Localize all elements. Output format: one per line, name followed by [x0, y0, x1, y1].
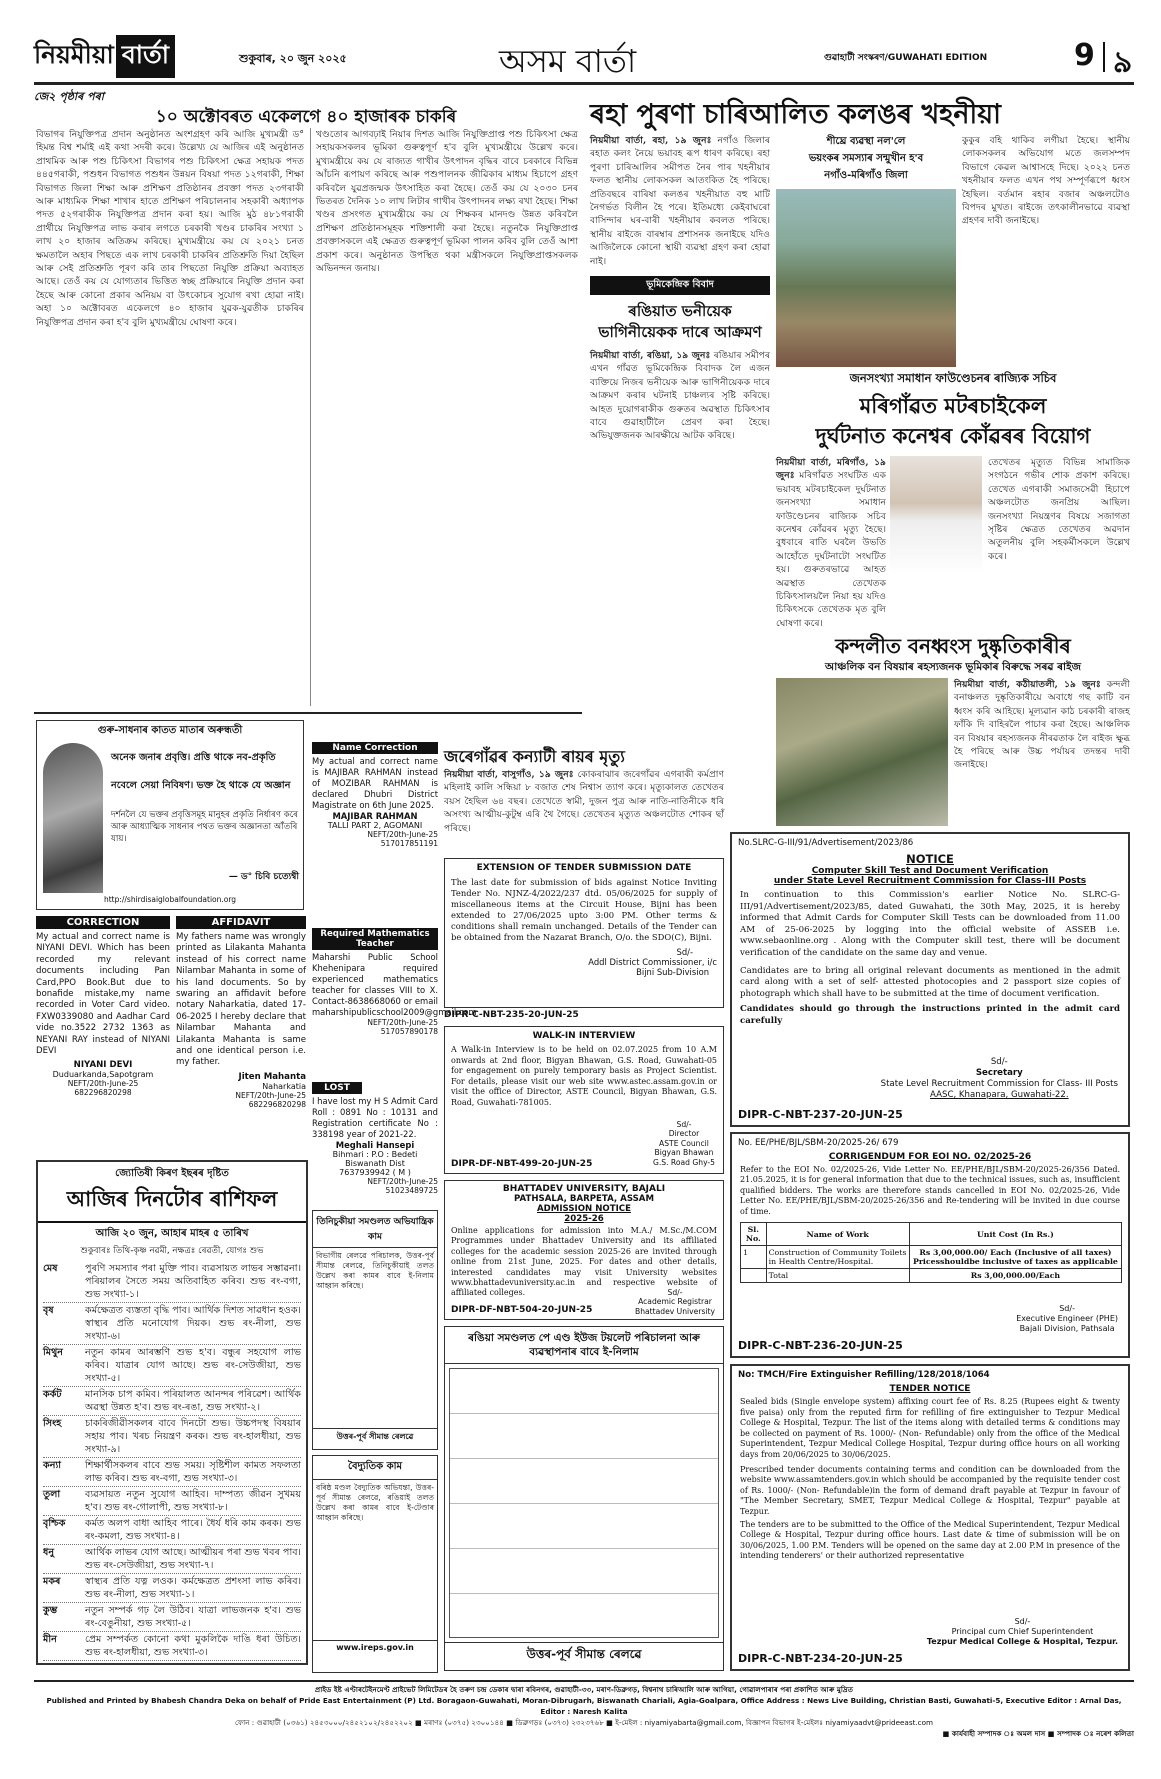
- slrc-notice-signatory3: AASC, Khanapara, Guwahati-22.: [930, 1090, 1069, 1100]
- teacher-ad-phone: 517057890178: [380, 1027, 438, 1036]
- rashi-name: কন্যা: [43, 1460, 62, 1471]
- rashi-item: [43, 1261, 301, 1303]
- footer-line4: ■ কাৰ্যবাহী সম্পাদক ঃ অমল দাস ■ সম্পাদক ঃ নৰেশ কলিতা: [942, 1729, 1134, 1738]
- rashi-item: [43, 1632, 301, 1661]
- phe-table-cell: 1: [741, 1246, 767, 1269]
- rangia-auction-ad: [444, 1326, 724, 1671]
- affidavit-ad: [176, 916, 306, 1154]
- rashi-name: মীন: [43, 1634, 57, 1645]
- tmch-ref: No: TMCH/Fire Extinguisher Refilling/128/2018/1064: [738, 1370, 990, 1380]
- left-section-rule: [34, 712, 582, 714]
- accident-headline-2: দুৰ্ঘটনাত কনেশ্বৰ কোঁৱৰৰ বিয়োগ: [815, 423, 1091, 448]
- phe-table-cell: Total: [766, 1269, 909, 1283]
- guru-ad: [36, 720, 304, 910]
- lost-ad-ref: NEFT/20th-June-25: [367, 1177, 438, 1186]
- correction-address: Duduarkanda,Sapotgram: [52, 1070, 154, 1080]
- rashifal-box: [36, 1160, 308, 1665]
- rashi-name: বৃশ্চিক: [43, 1518, 66, 1529]
- tinsukia-ad-body: বিভাগীয় ৰেলৱে পৰিচালক, উত্তৰ-পূৰ্ব সীমান্ত ৰেলৱে, তিনিচুকীয়াই তলত উল্লেখ কৰা কামৰ বাবে ই-নিলাম আহ্বান কৰিছে।: [316, 1251, 434, 1290]
- walk-in-sign: Sd/-: [676, 1119, 692, 1129]
- rangia-sidebar-body: [590, 349, 770, 443]
- correction-phone: 682296820298: [74, 1088, 132, 1098]
- walk-in-ref: DIPR-DF-NBT-499-20-JUN-25: [451, 1159, 593, 1169]
- tinsukia-ad-title: তিনিচুকীয়া সমণ্ডলত অভিযান্ত্ৰিক কাম: [313, 1211, 437, 1248]
- rashi-text: স্বাস্থ্যৰ প্ৰতি যত্ন লওক। কৰ্মক্ষেত্ৰত প্ৰশংসা লাভ কৰিব। শুভ ৰং-নীলা, শুভ সংখ্যা-১।: [85, 1576, 301, 1600]
- rangia-auction-title: ৰঙিয়া সমণ্ডলত পে এণ্ড ইউজ টয়লেট পৰিচালনা আৰু ব্যৱস্থাপনাৰ বাবে ই-নিলাম: [445, 1327, 723, 1364]
- rashi-text: ব্যৱসায়ত নতুন সুযোগ আহিব। দাম্পত্য জীৱন সুখময় হ'ব। শুভ ৰং-গোলাপী, শুভ সংখ্যা-৮।: [85, 1489, 301, 1513]
- electrical-work-body: বৰিষ্ঠ মণ্ডল বৈদ্যুতিক অভিযন্তা, উত্তৰ-পূৰ্ব সীমান্ত ৰেলৱে, ৰঙিয়াই তলত উল্লেখ কৰা কামৰ বাবে ই-টেণ্ডাৰ আহ্বান কৰিছে।: [316, 1483, 434, 1522]
- affidavit-address: Naharkatia: [262, 1081, 306, 1091]
- rashi-name: বৃষ: [43, 1305, 54, 1316]
- phe-body: Refer to the EOI No. 02/2025-26, Vide Letter No. EE/PHE/BJL/SBM-20/2025-26/356 Dated. 21.05.2025, it is for general information that due to the technical issues, such as, insufficient qualified bidders. The works are therefore stands cancelled in EOI No. 02/2025-26, Vide Letter No. EE/PHE/BJL/SBM-20/2025-26/356 and Re-tendering will be invited in due course of time.: [740, 1165, 1120, 1216]
- guru-ad-url[interactable]: http://shirdisaiglobalfoundation.org: [103, 895, 237, 904]
- death-dateline: নিয়মীয়া বাৰ্তা, বাসুগাঁও, ১৯ জুনঃ: [444, 769, 574, 780]
- extension-notice-ref: DIPR-C-NBT-235-20-JUN-25: [444, 1010, 579, 1020]
- phe-table-header: Sl. No.: [741, 1223, 767, 1246]
- slrc-notice-sub1: Computer Skill Test and Document Verification: [811, 866, 1049, 876]
- walk-in-signatory2: ASTE Council: [659, 1138, 709, 1148]
- lost-ad-body: I have lost my H S Admit Card Roll : 0891 No : 10131 and Registration certificate No : 338198 year of 2021-22.: [312, 1096, 438, 1139]
- tmch-dipr: DIPR-C-NBT-234-20-JUN-25: [738, 1652, 903, 1665]
- jsnf-kicker: জনসংখ্যা সমাধান ফাউণ্ডেচনৰ ৰাজ্যিক সচিব: [849, 371, 1057, 385]
- continued-label: জে২ পৃষ্ঠাৰ পৰা: [34, 90, 104, 103]
- tmch-body1: Sealed bids (Single envelope system) affixing court fee of Rs. 8.25 (Rupees eight & twenty five paisa) only from the reputed firm for refilling of fire extinguisher to Tezpur Medical College & Hospital, Tezpur. The list of the items along with detailed terms & conditions may be collected on payment of Rs. 1000/- (Non- Refundable) only from the office of the Medical Superintendent, Tezpur Medical College Hospital, Tezpur during office hours on all working days from 20/06/2025 to 30/06/2025.: [740, 1397, 1120, 1459]
- accident-victim-photo: [890, 456, 982, 574]
- slrc-notice-signatory: Secretary: [975, 1068, 1023, 1078]
- erosion-dateline: নিয়মীয়া বাৰ্তা, ৰহা, ১৯ জুনঃ: [590, 135, 712, 146]
- rashi-text: চাকৰিজীৱীসকলৰ বাবে দিনটো শুভ। উচ্চপদস্থ বিষয়াৰ সহায় পাব। খৰচ নিয়ন্ত্ৰণ কৰক। শুভ ৰং-হালধীয়া, শুভ সংখ্যা-৯।: [85, 1418, 301, 1455]
- walk-in-signatory3: Bigyan Bhawan: [654, 1148, 714, 1158]
- bhattadev-title: BHATTADEV UNIVERSITY, BAJALI: [502, 1184, 666, 1194]
- guru-ad-line3: দৰ্শনলৈ যে ভক্তৰ প্ৰবৃত্তিসমূহ মানুহৰ প্ৰকৃতি নিৰ্ধাৰণ কৰে আৰু আধ্যাত্মিক সাধনাৰ পথত ভক্তৰ অজ্ঞানতা আঁতৰি যায়।: [111, 810, 298, 844]
- phe-table: [740, 1222, 1122, 1283]
- phe-corrigendum: [730, 1132, 1130, 1358]
- slrc-notice-signatory2: State Level Recruitment Commission for Class- III Posts: [880, 1079, 1118, 1089]
- correction-body: My actual and correct name is NIYANI DEVI. Which has been recorded my relevant documents including Pan Card,PPO Book.But due to bonafide mistake,my name recorded in Voter Card video. FXW0339080 and Aadhar Card vide no.3522 2732 1363 as NEYANI RAY instead of NIYANI DEVI: [36, 932, 170, 1057]
- bhattadev-signatory2: Bhattadev University: [635, 1306, 715, 1316]
- bhattadev-subtitle: PATHSALA, BARPETA, ASSAM: [513, 1194, 655, 1204]
- extension-notice-body: The last date for submission of bids against Notice Inviting Tender No. NJNZ-4/2022/237 dtd. 05/06/2025 for supply of miscellaneous items at the Circuit House, Bijni has been extended to 27/06/2025 upto 3:00 PM. Other terms & conditions shall remain unchanged. Details of the Tender can be obtained from the Nazarat Branch, O/o. the SDO(C), Bijni.: [451, 877, 717, 942]
- accident-body-right: তেখেতৰ মৃত্যুত বিভিন্ন সামাজিক সংগঠনে গভীৰ শোক প্ৰকাশ কৰিছে। তেখেত এগৰাকী সমাজসেৱী হিচাপে অঞ্চলটোত জনপ্ৰিয় আছিল। জনসংখ্যা নিয়ন্ত্ৰণৰ বিষয়ে সজাগতা সৃষ্টিৰ ক্ষেত্ৰত তেখেতৰ অৱদান অতুলনীয় বুলি সহকৰ্মীসকলে উল্লেখ কৰে।: [988, 457, 1130, 562]
- rashi-text: শিক্ষাৰ্থীসকলৰ বাবে শুভ সময়। সৃষ্টিশীল কামত সফলতা লাভ কৰিব। শুভ ৰং-বগা, শুভ সংখ্যা-৩।: [85, 1460, 301, 1484]
- extension-notice-signatory: Addl District Commissioner, i/c: [588, 957, 717, 967]
- phe-table-cell: Rs 3,00,000.00/Each: [909, 1269, 1121, 1283]
- affidavit-body: My fathers name was wrongly printed as Lilakanta Mahanta instead of his correct name Nilambar Mahanta in some of his land documents. So by swaring an affidavit before notary Naharkatia, dated 17-06-2025 I hereby declare that Nilambar Mahanta and Lilakanta Mahanta is same and one identical person i.e. my father.: [176, 932, 306, 1068]
- tinsukia-ad-sign: উত্তৰ-পূৰ্ব সীমান্ত ৰেলৱে: [313, 1428, 437, 1446]
- slrc-notice-dipr: DIPR-C-NBT-237-20-JUN-25: [738, 1108, 903, 1121]
- tmch-signatory: Principal cum Chief Superintendent: [951, 1627, 1094, 1636]
- rangia-sidebar-label: ভূমিকেন্দ্ৰিক বিবাদ: [590, 276, 770, 295]
- erosion-photo: [776, 189, 956, 367]
- rashi-text: প্ৰেম সম্পৰ্কত কোনো কথা মুকলিকৈ দাঙি ধৰা উচিত। শুভ ৰং-হালধীয়া, শুভ সংখ্যা-৩।: [85, 1634, 301, 1658]
- rashi-name: সিংহ: [43, 1418, 62, 1429]
- tmch-body2: Prescribed tender documents containing terms and condition can be downloaded from the website www.assamtenders.gov.in which should be accompanied by the requisite tender cost of Rs. 1000/- (Non- Refundable)in the form of demand draft payable at Tezpur in favour of "The Member Secretary, SMET, Tezpur Medical College & Hospital, Tezpur" payable at Tezpur.: [740, 1464, 1120, 1516]
- slrc-notice-body1: In continuation to this Commission's earlier Notice No. SLRC-G-III/91/Advertisement/2023/85, dated Guwahati, the 30th May, 2025, it is hereby informed that Admit Cards for Computer Skill Tests can be downloaded from 11.00 AM of 25-06-2025 by logging into the official website of ASSEB i.e. www.sebaonline.org . Along with the Computer skill test, there will be document verification of the candidate on the same day and venue.: [740, 890, 1120, 958]
- phe-signatory: Executive Engineer (PHE): [1016, 1314, 1118, 1323]
- page-number-latin: 9: [1074, 38, 1095, 73]
- death-headline: জৰেগাঁৱৰ কন্যাটী ৰায়ৰ মৃত্যু: [444, 747, 625, 766]
- electrical-work-url[interactable]: www.ireps.gov.in: [313, 1640, 437, 1654]
- rangia-auction-table: [449, 1368, 719, 1638]
- walk-in-title: WALK-IN INTERVIEW: [532, 1031, 636, 1041]
- paper-logo: [34, 38, 175, 74]
- rashi-text: আৰ্থিক লাভৰ যোগ আছে। আত্মীয়ৰ পৰা শুভ খবৰ পাব। শুভ ৰং-সেউজীয়া, শুভ সংখ্যা-৭।: [85, 1547, 301, 1571]
- accident-headline-1: মৰিগাঁৱত মটৰচাইকেল: [859, 393, 1047, 418]
- tmch-body3: The tenders are to be submitted to the Office of the Medical Superintendent, Tezpur Medical College & Hospital, Tezpur during office hours. Last date & time of submission will be on 30/06/2025, 1.00 P.M. Tenders will be opened on the same day at 2.00 P.M in presence of the intending tenderers' or their authorized representative: [740, 1519, 1120, 1561]
- slrc-notice-title: NOTICE: [906, 852, 954, 866]
- rashifal-kicker: জ্যোতিষী কিৰণ ইছৰৰ দৃষ্টিত: [115, 1168, 229, 1179]
- accident-body-text: মৰিগাঁৱত সংঘটিত এক ভয়াবহ মটৰচাইকেল দুৰ্ঘটনাত জনসংখ্যা সমাধান ফাউণ্ডেচনৰ ৰাজ্যিক সচিব কনেশ্বৰ কোঁৱৰৰ মৃত্যু হৈছে। বুধবাৰে ৰাতি ঘৰলৈ উভতি আহোঁতে দুৰ্ঘটনাটো সংঘটিত হয়। গুৰুতৰভাৱে আহত অৱস্থাত তেখেতক চিকিৎসালয়লৈ নিয়া হয় যদিও চিকিৎসকে তেখেতক মৃত বুলি ঘোষণা কৰে।: [776, 470, 887, 629]
- tmch-sign: Sd/-: [1014, 1617, 1031, 1626]
- death-body-text: কোকৰাঝাৰ জৰেগাঁৱৰ এগৰাকী কৰ্মপ্ৰাণ মহিলাই কালি সন্ধিয়া ৮ বজাত শেষ নিশ্বাস ত্যাগ কৰে। মৃত্যুকালত তেখেতৰ বয়স হৈছিল ৬৪ বছৰ। তেখেতে স্বামী, দুজন পুত্ৰ আৰু নাতি-নাতিনীকে ধৰি অসংখ্য আত্মীয়-কুটুম্ব এৰি থৈ গৈছে। তেখেতৰ মৃত্যুত অঞ্চলটোত শোকৰ ছাঁ পৰিছে।: [444, 769, 725, 834]
- rashi-name: মিথুন: [43, 1347, 64, 1358]
- rashi-name: মকৰ: [43, 1576, 61, 1587]
- rangia-sidebar: [590, 276, 770, 706]
- rashifal-date: আজি ২০ জুন, আহাৰ মাহৰ ৫ তাৰিখ: [95, 1228, 249, 1239]
- bhattadev-ref: DIPR-DF-NBT-504-20-JUN-25: [451, 1305, 593, 1315]
- lost-ad: [312, 1082, 438, 1204]
- rashi-name: ধনু: [43, 1547, 55, 1558]
- forest-dateline: নিয়মীয়া বাৰ্তা, কঠীয়াতলী, ১৯ জুনঃ: [954, 679, 1101, 690]
- bhattadev-body: Online applications for admission into M.A./ M.Sc./M.COM Programmes under Bhattadev University and its affiliated colleges for the academic session 2025-26 are invited through online from 21st June, 2025. For dates and other details, interested candidates may visit University websites www.bhattadevuniversity.ac.in and respective website of affiliated colleges.: [451, 1226, 717, 1298]
- electrical-work-title: বৈদ্যুতিক কাম: [313, 1456, 437, 1480]
- name-correction-title: Name Correction: [312, 742, 438, 754]
- walk-in-body: A Walk-in Interview is to be held on 02.07.2025 from 10 A.M onwards at 2nd floor, Bigyan Bhawan, G.S. Road, Guwahati-05 for engagement on purely temporary basis as Project Scientist. For details, please visit our web site www.astec.assam.gov.in or visit the office of Director, ASTE Council, Bigyan Bhawan, G.S. Road, Guwahati-781005.: [451, 1045, 717, 1107]
- rangia-auction-sign: উত্তৰ-পূৰ্ব সীমান্ত ৰেলৱে: [445, 1642, 723, 1669]
- erosion-headline: ৰহা পুৰণা চাৰিআলিত কলঙৰ খহনীয়া: [590, 99, 1001, 130]
- rangia-sidebar-body-text: ৰঙিয়াৰ সমীপৰ এখন গাঁৱত ভূমিকেন্দ্ৰিক বিবাদক লৈ এজন ব্যক্তিয়ে নিজৰ ভনীয়েক আৰু ভাগিনীয়েকক দাৰে আক্ৰমণ কৰাৰ ঘটনাই চাঞ্চল্যৰ সৃষ্টি কৰিছে। আহত দুয়োগৰাকীক গুৰুতৰ অৱস্থাত চিকিৎসাৰ বাবে গুৱাহাটীলৈ প্ৰেৰণ কৰা হৈছে। অভিযুক্তজনক আৰক্ষীয়ে আটক কৰিছে।: [590, 350, 770, 442]
- correction-ad: [36, 916, 170, 1154]
- footer-line2: Published and Printed by Bhabesh Chandra Deka on behalf of Pride East Entertainment (P) Ltd. Boragaon-Guwahati, Moran-Dibrugarh, Biswanath Chariali, Agia-Goalpara, Office Address : News Live Building, Christian Basti, Guwahati-5, Executive Editor : Arnal Das, Editor : Naresh Kalita: [46, 1696, 1122, 1716]
- guru-ad-title: গুৰু-সাধনাৰ কাতত মাতাৰ অৰুন্ধতী: [97, 725, 243, 736]
- affidavit-name: Jiten Mahanta: [238, 1071, 306, 1082]
- tmch-tender: [730, 1364, 1130, 1671]
- rashi-name: তুলা: [43, 1489, 61, 1500]
- rashi-item: [43, 1516, 301, 1545]
- slrc-notice-ref: No.SLRC-G-III/91/Advertisement/2023/86: [738, 838, 914, 848]
- extension-notice-title: EXTENSION OF TENDER SUBMISSION DATE: [476, 863, 692, 873]
- affidavit-title: AFFIDAVIT: [176, 916, 306, 929]
- phe-signatory2: Bajali Division, Pathsala: [1019, 1324, 1115, 1333]
- phe-dipr: DIPR-C-NBT-236-20-JUN-25: [738, 1339, 903, 1352]
- bhattadev-sign: Sd/-: [667, 1287, 683, 1297]
- teacher-ad-ref: NEFT/20th-June-25: [367, 1018, 438, 1027]
- rashi-name: মেষ: [43, 1263, 58, 1274]
- accident-dateline: নিয়মীয়া বাৰ্তা, মৰিগাঁও, ১৯ জুনঃ: [776, 457, 886, 482]
- affidavit-phone: 682296820298: [248, 1099, 306, 1109]
- name-correction-ref: NEFT/20th-June-25: [367, 830, 438, 839]
- teacher-ad: [312, 928, 477, 1078]
- forest-photo: [776, 678, 948, 826]
- bhattadev-signatory: Academic Registrar: [638, 1297, 712, 1307]
- jobs-body-col1: বিভাগৰ নিযুক্তিপত্ৰ প্ৰদান অনুষ্ঠানত অংশগ্ৰহণ কৰি আজি মুখ্যমন্ত্ৰী ড° হিমন্ত বিশ্ব শৰ্মাই এই কথা সদৰী কৰে। উল্লেখ্য যে আজিৰ এই অনুষ্ঠানত প্ৰাথমিক আৰু পশু চিকিৎসা বিভাগৰ পশু চিকিৎসা ক্ষেত্ৰ সহায়ক পদত ৪৪৫গৰাকী, পশুধন বিভাগত পশুধন উন্নয়ন বিষয়া পদত ১২গৰাকী, শিক্ষা বিভাগত জিলা শিক্ষা আৰু প্ৰশিক্ষণ প্ৰতিষ্ঠানৰ প্ৰবক্তা পদত ২৩গৰাকী আৰু মাধ্যমিক শিক্ষা শাখাৰ হাতে প্ৰশিক্ষণ পৰিচালনাৰ সহকাৰী অধ্যাপক পদত ৫২গৰাকীক নিযুক্তিপত্ৰ প্ৰদান কৰা হয়। আজি মুঠ ৪৮১গৰাকী প্ৰাৰ্থীয়ে নিযুক্তিপত্ৰ লাভ কৰাৰ লগতে চৰকাৰী খণ্ডৰ চাকৰিৰ সংখ্যা ১ লাখ ২০ হাজাৰ অতিক্ৰম কৰিছে। মুখ্যমন্ত্ৰীয়ে কয় যে ২০২১ চনত ক্ষমতালৈ অহাৰ পিছতে এক লাখ চৰকাৰী চাকৰিৰ প্ৰতিশ্ৰুতি দিয়া হৈছিল আৰু সেই প্ৰতিশ্ৰুতি পূৰণ কৰি তাৰ পিছতো নিযুক্তি প্ৰক্ৰিয়া অব্যাহত আছে। তেওঁ কয় যে যোগ্যতাৰ ভিত্তিত স্বচ্ছ প্ৰক্ৰিয়াৰে নিযুক্তি প্ৰদান কৰা হৈছে আৰু কোনো প্ৰকাৰ অনিয়ম বা উৎকোচৰ সুযোগ ৰখা হোৱা নাই। অহা ১০ অক্টোবৰত একেলগে ৪০ হাজাৰ যুৱক-যুৱতীক চাকৰিৰ নিযুক্তিপত্ৰ প্ৰদান কৰা হ'ব বুলি মুখ্যমন্ত্ৰীয়ে ঘোষণা কৰে।: [36, 129, 304, 328]
- rashi-item: [43, 1487, 301, 1516]
- page-number-bengali: ৯: [1112, 45, 1133, 80]
- jobs-body-col2: খণ্ডতোৰ আগবঢ়াই নিয়াৰ দিশত আজি নিযুক্তিপ্ৰাপ্ত পশু চিকিৎসা ক্ষেত্ৰ সহায়কসকলৰ ভূমিকা গুৰুত্বপূৰ্ণ হ'ব বুলি মুখ্যমন্ত্ৰীয়ে উল্লেখ কৰে। মুখ্যমন্ত্ৰীয়ে কয় যে ৰাজ্যত গাখীৰ উৎপাদন বৃদ্ধিৰ বাবে চৰকাৰে বিভিন্ন আঁচনি ৰূপায়ণ কৰিছে আৰু পশুপালনক জীৱিকাৰ মাধ্যম হিচাপে গ্ৰহণ কৰিবলৈ যুৱপ্ৰজন্মক উৎসাহিত কৰা হৈছে। তেওঁ কয় যে ২০৩০ চনৰ ভিতৰত দৈনিক ১০ লাখ লিটাৰ গাখীৰ উৎপাদনৰ লক্ষ্য ৰখা হৈছে। শিক্ষা খণ্ডৰ প্ৰসংগত মুখ্যমন্ত্ৰীয়ে কয় যে শিক্ষকৰ মানদণ্ড উন্নত কৰিবলৈ প্ৰশিক্ষণ প্ৰতিষ্ঠানসমূহক শক্তিশালী কৰা হৈছে। নতুনকৈ নিযুক্তিপ্ৰাপ্ত প্ৰবক্তাসকলে এই ক্ষেত্ৰত গুৰুত্বপূৰ্ণ ভূমিকা পালন কৰিব বুলি তেওঁ আশা প্ৰকাশ কৰে। অনুষ্ঠানত উপস্থিত থকা মন্ত্ৰীসকলে নিযুক্তিপ্ৰাপ্তসকলক অভিনন্দন জনায়।: [316, 129, 578, 275]
- forest-subhead: আঞ্চলিক বন বিষয়াৰ ৰহস্যজনক ভূমিকাৰ বিৰুদ্ধে সৰৱ ৰাইজ: [825, 661, 1081, 673]
- rashifal-list: [38, 1261, 306, 1661]
- lost-ad-contact: 7637939942 ( M ): [339, 1168, 411, 1177]
- guru-ad-sign: — ড° চিবি চত্যেশ্বী: [228, 872, 299, 882]
- tmch-signatory2: Tezpur Medical College & Hospital, Tezpur.: [926, 1637, 1118, 1646]
- phe-table-row: [741, 1246, 1122, 1269]
- rashi-text: নতুন কামৰ আৰম্ভণি শুভ হ'ব। বন্ধুৰ সহযোগ লাভ কৰিব। যাত্ৰাৰ যোগ আছে। শুভ ৰং-সেউজীয়া, শুভ সংখ্যা-৫।: [85, 1347, 301, 1384]
- teacher-ad-body: Maharshi Public School Khehenipara required experienced mathematics teacher for classes VIII to X. Contact-8638668060 or email maharshipublicschool2009@gmail.com: [312, 952, 477, 1017]
- erosion-body-col1: [590, 134, 770, 274]
- slrc-notice-body3: Candidates should go through the instructions printed in the admit card carefully: [740, 1004, 1120, 1026]
- tinsukia-ad: [312, 1210, 438, 1450]
- lost-ad-address: Bihmari : P.O : Bedeti Biswanath Dist: [332, 1150, 418, 1168]
- rashi-name: কৰ্কট: [43, 1389, 62, 1400]
- rashi-item: [43, 1458, 301, 1487]
- edition-label: গুৱাহাটী সংস্কৰণ/GUWAHATI EDITION: [824, 53, 988, 63]
- extension-notice: [444, 858, 724, 1008]
- forest-body: [954, 678, 1130, 826]
- forest-headline: কন্দলীত বনধ্বংস দুষ্কৃতিকাৰীৰ: [835, 634, 1071, 658]
- teacher-ad-title: Required Mathematics Teacher: [312, 928, 438, 950]
- rashi-item: [43, 1345, 301, 1387]
- phe-table-header: Unit Cost (In Rs.): [909, 1223, 1121, 1246]
- rashi-item: [43, 1603, 301, 1632]
- phe-table-header: Name of Work: [766, 1223, 909, 1246]
- guru-portrait: [43, 743, 103, 893]
- footer-line1: প্ৰাইড ইষ্ট এণ্টাৰটেইনমেণ্ট প্ৰাইভেট লিমিটেডৰ হৈ তৰুণ চন্দ্ৰ ডেকাৰ দ্বাৰা ৰবিনগৰ, গুৱাহাটী-৩৩, মৰাণ-ডিব্ৰুগড়, বিশ্বনাথ চাৰিআলি আৰু আগিয়া, গোৱালপাৰাৰ পৰা প্ৰকাশিত আৰু মুদ্ৰিত: [314, 1685, 854, 1694]
- phe-table-row: [741, 1269, 1122, 1283]
- phe-table-cell: Rs 3,00,000.00/ Each (Inclusive of all taxes) Pricesshouldbe inclusive of taxes as applicable: [909, 1246, 1121, 1269]
- issue-date: শুকুবাৰ, ২০ জুন ২০২৫: [239, 52, 347, 65]
- phe-table-cell: [741, 1269, 767, 1283]
- bhattadev-notice: ADMISSION NOTICE: [537, 1204, 631, 1214]
- correction-title: CORRECTION: [36, 916, 170, 929]
- masthead-rule: [34, 82, 1134, 85]
- footer-line3: ফোন : গুৱাহাটী (০৩৬১) ২৪৫৩০০০/২৪৫২১০২/২৪৫২২০২ ■ মৰাণঃ (০৩৭৫) ২৩০০১৪৪ ■ ডিব্ৰুগড়ঃ (০৩৭৩) ২৩২৩৭৬৮ ■ ই-মেইল : niyamiyabarta@gmail.com, বিজ্ঞাপন বিভাগৰ ই-মেইলঃ niyamiyaadvt@prideeast.com: [234, 1718, 934, 1727]
- bhattadev-ad: [444, 1180, 724, 1320]
- slrc-notice-sub2: under State Level Recruitment Commission for Class-III Posts: [773, 876, 1087, 886]
- phe-title: CORRIGENDUM FOR EOI NO. 02/2025-26: [828, 1152, 1032, 1162]
- logo-text-right: বাৰ্তা: [116, 35, 175, 78]
- slrc-notice-body2: Candidates are to bring all original relevant documents as mentioned in the admit card along with a set of self- attested photocopies and 2 passport size copies of photograph which shall have to be submitted at the time of document verification.: [740, 965, 1120, 999]
- slrc-notice: [730, 832, 1130, 1127]
- erosion-caption-1: শীঘ্ৰে ব্যৱস্থা নল'লে: [826, 136, 906, 147]
- rashi-text: পুৰণি সমস্যাৰ পৰা মুক্তি পাব। ব্যৱসায়ত লাভৰ সম্ভাৱনা। পৰিয়ালৰ সৈতে সময় অতিবাহিত কৰিব। শুভ ৰং-বগা, শুভ সংখ্যা-১।: [85, 1263, 301, 1300]
- erosion-photo-block: [776, 134, 956, 364]
- guru-ad-line2: নবেলে সেয়া নিবিষণ। ভক্ত হৈ থাকে যে অজ্ঞান: [111, 780, 291, 791]
- rashi-text: নতুন সম্পৰ্ক গঢ় লৈ উঠিব। যাত্ৰা লাভজনক হ'ব। শুভ ৰং-বেঙুনীয়া, শুভ সংখ্যা-৫।: [85, 1605, 301, 1629]
- rashi-item: [43, 1387, 301, 1416]
- extension-notice-sign: Sd/-: [676, 947, 693, 957]
- correction-ref: NEFT/20th-June-25: [67, 1079, 139, 1089]
- section-title: অসম বাৰ্তা: [499, 42, 637, 80]
- walk-in-signatory: Director: [668, 1129, 700, 1139]
- lost-ad-name: Meghali Hansepi: [335, 1140, 415, 1150]
- rashi-item: [43, 1574, 301, 1603]
- rashifal-title: আজিৰ দিনটোৰ ৰাশিফল: [38, 1183, 306, 1223]
- footer: [34, 1684, 1134, 1744]
- electrical-work-ad: [312, 1455, 438, 1673]
- name-correction-ad: [312, 742, 438, 924]
- rashi-text: কৰ্মত অলপ বাধা আহিব পাৰে। ধৈৰ্য ধৰি কাম কৰক। শুভ ৰং-কমলা, শুভ সংখ্যা-৪।: [85, 1518, 301, 1542]
- accident-body: [776, 456, 887, 629]
- death-body: [444, 768, 724, 852]
- erosion-caption-3: নগাঁও-মৰিগাঁও জিলা: [824, 170, 908, 181]
- name-correction-name: MAJIBAR RAHMAN: [332, 811, 418, 821]
- lost-ad-phone: 51023489725: [385, 1186, 438, 1195]
- name-correction-body: My actual and correct name is MAJIBAR RAHMAN instead of MOZIBAR RAHMAN is declared Dhubri District Magistrate on 6th June 2025.: [312, 756, 438, 810]
- rashi-item: [43, 1545, 301, 1574]
- tmch-title: TENDER NOTICE: [889, 1384, 971, 1394]
- jobs-headline: ১০ অক্টোবৰত একেলগে ৪০ হাজাৰক চাকৰি: [155, 107, 457, 127]
- rashi-item: [43, 1303, 301, 1345]
- walk-in-ad: [444, 1026, 724, 1174]
- rashi-text: কৰ্মক্ষেত্ৰত ব্যস্ততা বৃদ্ধি পাব। আৰ্থিক দিশত সাৱধান হওক। স্বাস্থ্যৰ প্ৰতি মনোযোগ দিয়ক। শুভ ৰং-নীলা, শুভ সংখ্যা-৬।: [85, 1305, 301, 1342]
- walk-in-signatory4: G.S. Road Ghy-5: [652, 1157, 715, 1167]
- extension-notice-signatory2: Bijni Sub-Division: [636, 967, 709, 977]
- name-correction-phone: 517017851191: [380, 839, 438, 848]
- erosion-caption-2: ভয়ংকৰ সমস্যাৰ সন্মুখীন হ'ব: [808, 153, 924, 164]
- rangia-sidebar-headline: ৰঙিয়াত ভনীয়েক ভাগিনীয়েকক দাৰে আক্ৰমণ: [598, 302, 762, 341]
- rangia-sidebar-dateline: নিয়মীয়া বাৰ্তা, ৰঙিয়া, ১৯ জুনঃ: [590, 350, 711, 361]
- rashi-name: কুম্ভ: [43, 1605, 58, 1616]
- name-correction-address: TALLI PART 2, AGOMANI: [327, 821, 423, 830]
- erosion-body-text: নগাঁও জিলাৰ ৰহাত কলং নৈয়ে ভয়াবহ ৰূপ ধাৰণ কৰিছে। ৰহা পুৰণা চাৰিআলিৰ সমীপত নৈৰ পাৰ খহনীয়াৰ ফলত স্থানীয় লোকসকল আতংকিত হৈ পৰিছে। প্ৰতিবছৰে বাৰিষা কলঙৰ খহনীয়াত বহু মাটি নৈগৰ্ভত বিলীন হৈ পৰে। ইতিমধ্যে কেইবাঘৰো বাসিন্দাৰ ঘৰ-বাৰী খহনীয়াৰ কবলত পৰিছে। স্থানীয় ৰাইজে বাৰম্বাৰ প্ৰশাসনক জনাইছে যদিও আজিলৈকে কোনো স্থায়ী ব্যৱস্থা গ্ৰহণ কৰা হোৱা নাই।: [590, 135, 770, 267]
- phe-sign: Sd/-: [1059, 1304, 1075, 1313]
- lost-ad-title: LOST: [312, 1082, 362, 1094]
- slrc-notice-sign: Sd/-: [990, 1057, 1008, 1067]
- rashi-item: [43, 1416, 301, 1458]
- erosion-body-col2: কুকুৰ বহি থাকিব লগীয়া হৈছে। স্থানীয় লোকসকলৰ অভিযোগ মতে জলসম্পদ বিভাগে কেৱল আশ্বাসহে দিছে। ২০২২ চনত খহনীয়াৰ ফলত এখন পথ সম্পূৰ্ণৰূপে ধ্বংস হৈছিল। বৰ্তমান ৰহাৰ বজাৰ অঞ্চলটোও বিপদৰ মুখত। ৰাইজে তৎকালীনভাৱে ব্যৱস্থা গ্ৰহণৰ দাবী জনাইছে।: [962, 135, 1130, 227]
- correction-name: NIYANI DEVI: [73, 1060, 133, 1071]
- guru-ad-line1: অনেক জনাৰ প্ৰবৃত্তি। প্ৰত্তি থাকে নব-প্ৰকৃতি: [111, 752, 276, 763]
- phe-ref: No. EE/PHE/BJL/SBM-20/2025-26/ 679: [738, 1138, 899, 1148]
- rashi-text: মানসিক চাপ কমিব। পৰিয়ালত আনন্দৰ পৰিৱেশ। আৰ্থিক অৱস্থা উন্নত হ'ব। শুভ ৰং-ৰঙা, শুভ সংখ্যা-২।: [85, 1389, 301, 1413]
- phe-table-cell: Construction of Community Toilets in Health Centre/Hospital.: [766, 1246, 909, 1269]
- footer-rule: [34, 1680, 1134, 1682]
- rashifal-meta: শুকুবাৰঃ তিথি-কৃষ্ণ নৱমী, নক্ষত্ৰঃ ৰেৱতী, যোগঃ শুভ: [80, 1246, 264, 1256]
- column-divider: [310, 128, 311, 706]
- affidavit-ref: NEFT/20th-June-25: [235, 1090, 306, 1100]
- logo-text-left: নিয়মীয়া: [34, 39, 114, 69]
- masthead: [34, 30, 1134, 82]
- forest-body-text: কন্দলী বনাঞ্চলত দুষ্কৃতিকাৰীয়ে অবাধে গছ কাটি বন ধ্বংস কৰি আহিছে। মূল্যৱান কাঠ চৰকাৰী ৰাজহ ফাঁকি দি বাহিৰলৈ পাচাৰ কৰা হৈছে। আঞ্চলিক বন বিষয়াৰ ৰহস্যজনক নীৰৱতাক লৈ ৰাইজ ক্ষুব্ধ হৈ পৰিছে আৰু উচ্চ পৰ্যায়ৰ তদন্তৰ দাবী জনাইছে।: [954, 679, 1130, 771]
- bhattadev-year: 2025-26: [564, 1214, 604, 1224]
